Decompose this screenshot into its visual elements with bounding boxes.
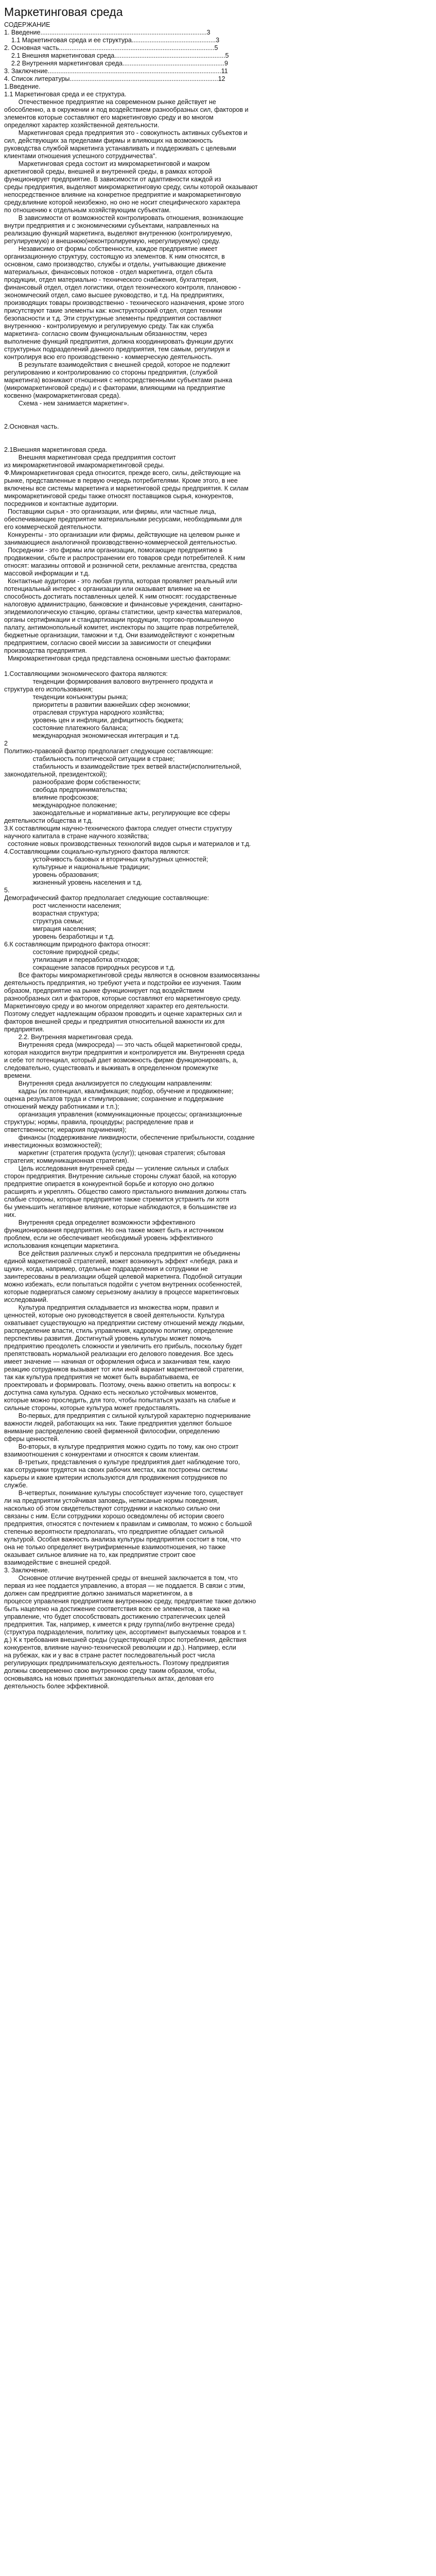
text-line: и себе тот потенциал, который дает возможность фирме функционировать, а,: [4, 1057, 238, 1064]
text-line: 4. Список литературы...................................................................................12: [4, 75, 225, 82]
text-line: сторон предприятия. Внутренние сильные стороны служат базой, на которую: [4, 1173, 237, 1180]
text-line: 3. Заключение.................................................................................................11: [4, 67, 228, 75]
text-line: маркетинга- согласно своим функциональным обязанностям, через: [4, 330, 207, 337]
text-line: она не только определяет внутрифирменные взаимоотношения, но также: [4, 1544, 226, 1551]
text-line: руководства службой маркетинга устанавливать и поддерживать с целевыми: [4, 145, 236, 152]
text-line: 1.Составляющими экономического фактора являются:: [4, 670, 168, 677]
text-line: которая находится внутри предприятия и контролируется им. Внутренняя среда: [4, 1049, 245, 1056]
text-line: включены все системы маркетинга и маркетинговой среды предприятия. К силам: [4, 485, 249, 492]
text-line: стабильность политической ситуации в стране;: [4, 755, 175, 762]
text-line: [4, 415, 432, 423]
text-line: Во-первых, для предприятия с сильной культурой характерно подчеркивание: [4, 1412, 251, 1419]
text-line: по отношению к отдельным хозяйствующим субъектам.: [4, 207, 171, 214]
text-line: миграция населения;: [4, 925, 97, 933]
text-line: (микромаркетинговой среды) и с факторами, влияющими на предприятие: [4, 384, 225, 392]
text-line: 4.Составляющими социально-культурного фактора являются:: [4, 848, 190, 855]
text-line: жизненный уровень населения и т.д.: [4, 879, 143, 886]
text-line: реакцию сотрудников вызывает тот или иной вариант маркетинговой стратегии,: [4, 1366, 244, 1373]
text-line: финансы (поддерживание ликвидности, обеспечение прибыльности, создание: [4, 1134, 255, 1141]
text-line: связаны с ним. Если сотрудники хорошо осведомлены об истории своего: [4, 1513, 224, 1520]
text-line: Микромаркетинговая среда представлена основными шестью факторами:: [4, 655, 231, 662]
text-line: Схема - нем занимается маркетинг».: [4, 400, 129, 407]
text-line: [4, 431, 432, 438]
text-line: 1. Введение.............................................................................................3: [4, 29, 211, 36]
text-line: В результате взаимодействия с внешней средой, которое не подлежит: [4, 361, 231, 368]
text-line: налоговую администрацию, банковские и финансовые учреждения, санитарно-: [4, 601, 243, 608]
text-line: деятельность предприятия, но требуют учета и подстройки ее изучения. Таким: [4, 979, 241, 987]
text-line: конкурентов, влияние научно-технической революции и др.). Например, если: [4, 1644, 236, 1651]
text-line: аркетинговой среды, внешней и внутренней среды, в рамках которой: [4, 168, 212, 175]
text-line: которые подвергаться самому серьезному анализу в процессе маркетинговых: [4, 1289, 239, 1296]
text-line: первая из нее поддается управлению, а вторая — не поддается. В связи с этим,: [4, 1582, 246, 1589]
text-line: них.: [4, 1211, 16, 1218]
text-line: 3. Заключение.: [4, 1567, 50, 1574]
text-line: присутствуют такие элементы как: конструкторский отдел, отдел техники: [4, 307, 222, 314]
text-line: основываясь на новых принятых законодательных актах, деловая его: [4, 1675, 214, 1682]
text-line: сокращение запасов природных ресурсов и т.д.: [4, 964, 176, 971]
text-line: влияние профсоюзов;: [4, 794, 99, 801]
text-line: стратегия; коммуникационная стратегия).: [4, 1157, 129, 1164]
text-line: взаимоотношения с конкурентами и относятся к своим клиентам.: [4, 1451, 200, 1458]
text-line: проблем, если не обеспечивает необходимый уровень эффективного: [4, 1234, 213, 1242]
text-line: структура семьи;: [4, 918, 84, 925]
text-line: контролируя всю его производственно - коммерческую деятельность.: [4, 353, 213, 361]
text-line: В-четвертых, понимание культуры способствует изучение того, существует: [4, 1489, 243, 1497]
text-line: Внутренняя среда (микросреда) — это часть общей маркетинговой среды,: [4, 1041, 242, 1048]
text-line: структура его использования;: [4, 686, 93, 693]
text-line: Все факторы микромаркетинговой среды являются в основном взаимосвязанны: [4, 972, 260, 979]
text-line: управление, что будет способствовать достижению стратегических целей: [4, 1613, 225, 1620]
text-line: 2.2. Внутренняя маркетинговая среда.: [4, 1033, 133, 1041]
text-line: уровень безработицы и т.д.: [4, 933, 115, 940]
text-line: предприятию преодолеть сложности и увеличить его прибыль, поскольку будет: [4, 1343, 242, 1350]
text-line: уровень цен и инфляции, дефицитность бюджета;: [4, 717, 184, 724]
text-line: следовательно, существовать и выживать в определенном промежутке: [4, 1064, 219, 1072]
text-line: образом, предприятие на рынке функционирует под воздействием: [4, 987, 204, 994]
text-line: 1.1 Маркетинговая среда и ее структура.: [4, 91, 127, 98]
text-line: расширять и укреплять. Общество самого пристального внимания должны стать: [4, 1188, 247, 1195]
text-line: микромаркетинговой среды также относят поставщиков сырья, конкурентов,: [4, 493, 234, 500]
text-line: организация управления (коммуникационные процессы; организационные: [4, 1111, 242, 1118]
text-line: 6.К составляющим природного фактора относят:: [4, 941, 150, 948]
text-line: утилизация и переработка отходов;: [4, 956, 140, 963]
text-line: возрастная структура;: [4, 910, 99, 917]
text-line: Маркетинговая среда предприятия это - совокупность активных субъектов и: [4, 129, 248, 137]
text-line: распределение власти, стиль управления, кадровую политику, определение: [4, 1327, 233, 1334]
text-line: [4, 438, 432, 446]
text-line: непосредственное влияние на конкретное предприятие и макромаркетинговую: [4, 191, 241, 198]
text-line: среды предприятия, выделяют микромаркетинговую среду, силы которой оказывают: [4, 183, 258, 191]
text-line: продвижении, сбыте и распространении его товаров среди потребителей. К ним: [4, 554, 246, 562]
text-line: организационную структуру, состоящую из элементов. К ним относятся, в: [4, 253, 225, 260]
text-line: деятельность более эффективной.: [4, 1683, 110, 1690]
text-line: косвенно (макромаркетинговая среда).: [4, 392, 121, 399]
text-line: потенциальный интерес к организации или оказывает влияние на ее: [4, 585, 211, 592]
text-line: 2.1Внешняя маркетинговая среда.: [4, 446, 108, 453]
text-line: [4, 663, 432, 670]
text-line: структуры; нормы, правила, процедуры; распределение прав и: [4, 1118, 194, 1126]
text-line: предприятием, согласно своей миссии за зависимости от специфики: [4, 639, 211, 647]
text-line: быть нацелено на достижение соответствия всех ее элементов, а также на: [4, 1605, 230, 1613]
text-line: Во-вторых, в культуре предприятия можно судить по тому, как оно строит: [4, 1443, 239, 1450]
text-line: 3.К составляющим научно-технического фактора следует отнести структуру: [4, 825, 232, 832]
text-line: занимающиеся аналогичной производственно-коммерческой деятельностью.: [4, 539, 237, 546]
text-line: Демографический фактор предполагает следующие составляющие:: [4, 894, 209, 902]
text-line: оценка результатов труда и стимулирование; сохранение и поддержание: [4, 1095, 224, 1103]
text-line: предприятия, относятся с почтением к правилам и символам, то можно с большой: [4, 1520, 252, 1528]
text-line: Маркетинговая среда состоит из микромаркетинговой и макром: [4, 160, 210, 167]
text-line: Внешняя маркетинговая среда предприятия состоит: [4, 454, 176, 461]
text-line: разнообразие форм собственности;: [4, 778, 141, 786]
text-line: заинтересованы в реализации общей целевой маркетинга. Подобной ситуации: [4, 1273, 242, 1280]
text-line: органы сертификации и стандартизации продукции, торгово-промышленную: [4, 616, 234, 623]
text-line: единой маркетинговой стратегией, может возникнуть эффект «лебедя, рака и: [4, 1258, 238, 1265]
text-line: палату, антимонопольный комитет, инспекторы по защите прав потребителей,: [4, 624, 239, 631]
text-line: 5.: [4, 887, 10, 894]
text-line: рынке, представленные в первую очередь потребителями. Кроме этого, в нее: [4, 477, 238, 484]
text-line: факторов внешней среды и предприятия относительной важности их для: [4, 1018, 225, 1025]
text-line: производства предприятия.: [4, 647, 87, 654]
text-line: [4, 408, 432, 415]
text-line: В зависимости от возможностей контролировать отношения, возникающие: [4, 214, 243, 222]
text-line: выполнение функций предприятия, должна координировать функции других: [4, 338, 234, 345]
text-line: сферы ценностей.: [4, 1435, 59, 1443]
text-line: массовой информации и т.д.: [4, 570, 90, 577]
text-line: на рубежах, как и у вас в стране растет последовательный рост числа: [4, 1652, 215, 1659]
text-line: состояние платежного баланса;: [4, 724, 128, 732]
text-line: Внутренняя среда анализируется по следующим направлениям:: [4, 1080, 213, 1087]
text-line: деятельности общества и т.д.: [4, 817, 93, 824]
text-line: экономический отдел, само высшее руководство, и т.д. На предприятиях,: [4, 292, 224, 299]
document-body: [4, 21, 432, 1690]
text-line: кадры (их потенциал, квалификация; подбор, обучение и продвижение;: [4, 1088, 234, 1095]
text-line: можно избежать, если попытаться подойти с учетом внутренних особенностей,: [4, 1281, 242, 1288]
text-line: ли на предприятии устойчивая заповедь, неписаные нормы поведения,: [4, 1497, 219, 1504]
text-line: свобода предпринимательства;: [4, 786, 128, 793]
text-line: 2.1 Внешняя маркетинговая среда..............................................................5: [4, 52, 229, 59]
text-line: функционирует предприятие. В зависимости от адаптивности каждой из: [4, 176, 221, 183]
text-line: материальных, финансовых потоков - отдел маркетинга, отдел сбыта: [4, 268, 213, 276]
text-line: службе.: [4, 1482, 28, 1489]
text-line: щуки», когда, например, отдельные подразделения и сотрудники не: [4, 1265, 208, 1273]
text-line: 1.1 Маркетинговая среда и ее структура...............................................3: [4, 37, 220, 44]
text-line: предприятия. Так, например, к имеется к ряду группа(либо внутренне среда): [4, 1621, 235, 1628]
text-line: состояние природной среды;: [4, 948, 120, 956]
text-line: времени.: [4, 1072, 32, 1079]
text-line: препятствовать нормальной реализации его делового поведения. Все здесь: [4, 1350, 234, 1358]
text-line: среду,влияние которой неизбежно, но оно не носит специфического характера: [4, 199, 240, 206]
text-line: безопасности и т.д. Эти структурные элементы предприятия составляют: [4, 315, 222, 322]
text-line: Цель исследования внутренней среды — усиление сильных и слабых: [4, 1165, 229, 1172]
text-line: Политико-правовой фактор предполагает следующие составляющие:: [4, 748, 214, 755]
text-line: тенденции конъюнктуры рынка;: [4, 693, 128, 701]
text-line: регулируемую) и внешнюю(неконтролируемую, нерегулируемую) среду.: [4, 238, 220, 245]
text-line: д.) К к требования внешней среды (существующей спрос потребления, действия: [4, 1636, 247, 1643]
text-line: финансовый отдел, отдел логистики, отдел технического контроля, плановою -: [4, 284, 241, 291]
text-line: международное положение;: [4, 802, 117, 809]
text-line: Ф.Микромаркетинговая среда относится, прежде всего, силы, действующие на: [4, 469, 241, 477]
text-line: слабые стороны, которые предприятие также стремится устранить ли хотя: [4, 1196, 230, 1203]
text-line: эпидемиологическую станцию, органы статистики, центр качества материалов,: [4, 608, 242, 616]
text-line: Маркетинговую среду и во многом определяют характер его деятельности.: [4, 1003, 229, 1010]
text-line: охватывает существующую на предприятии систему отношений между людьми,: [4, 1319, 245, 1327]
text-line: клиентами отношения успешного сотрудничества".: [4, 152, 157, 160]
text-line: обеспечивающие предприятие материальными ресурсами, необходимыми для: [4, 516, 242, 523]
text-line: карьеры и какие критерии используются для продвижения сотрудников по: [4, 1474, 227, 1481]
text-line: уровень образования;: [4, 871, 99, 878]
text-line: степенью вероятности предполагать, что предприятие обладает сильной: [4, 1528, 224, 1535]
text-line: состояние новых производственных технологий видов сырья и материалов и т.д.: [4, 840, 251, 848]
text-line: Независимо от формы собственности, каждое предприятие имеет: [4, 245, 218, 252]
text-line: Внутренняя среда определяет возможности эффективного: [4, 1219, 196, 1226]
text-line: устойчивость базовых и вторичных культурных ценностей;: [4, 856, 208, 863]
text-line: маркетинг (стратегия продукта (услуг)); ценовая стратегия; сбытовая: [4, 1149, 225, 1157]
text-line: использования концепции маркетинга.: [4, 1242, 120, 1249]
text-line: отношений между работниками и т.п.);: [4, 1103, 119, 1110]
text-line: предприятие опирается в конкурентной борьбе и которую оно должно: [4, 1180, 214, 1188]
text-line: важности людей, работающих на них. Такие предприятия уделяют большое: [4, 1420, 232, 1427]
text-line: предприятия.: [4, 1026, 45, 1033]
text-line: 2.2 Внутренняя маркетинговая среда.........................................................9: [4, 60, 228, 67]
text-line: 2.Основная часть.: [4, 423, 59, 430]
text-line: оказывает сильное влияние на то, как предприятие строит свое: [4, 1551, 196, 1558]
text-line: определяют характер хозяйственной деятельности.: [4, 122, 160, 129]
text-line: ответственности; иерархия подчинения);: [4, 1126, 127, 1133]
text-line: Отечественное предприятие на современном рынке действует не: [4, 98, 216, 106]
text-line: Посредники - это фирмы или организации, помогающие предприятию в: [4, 547, 223, 554]
text-line: взаимодействие с внешней средой.: [4, 1559, 111, 1566]
text-line: внутри предприятия и с экономическими субъектами, направленных на: [4, 222, 219, 229]
text-line: Поэтому следует надлежащим образом проводить и оценке характерных сил и: [4, 1010, 242, 1018]
text-line: Основное отличие внутренней среды от внешней заключается в том, что: [4, 1574, 238, 1582]
text-line: законодательной, президентской);: [4, 771, 107, 778]
page-title: Маркетинговая среда: [4, 5, 123, 19]
text-line: Культура предприятия складывается из множества норм, правил и: [4, 1304, 219, 1311]
text-line: внутреннюю - контролируемую и регулируемую среду. Так как служба: [4, 323, 214, 330]
text-line: В-третьих, представления о культуре предприятия дает наблюдение того,: [4, 1459, 240, 1466]
text-line: рост численности населения;: [4, 902, 121, 909]
text-line: доступна сама культура. Однако есть несколько устойчивых моментов,: [4, 1389, 218, 1396]
text-line: как сотрудники трудятся на своих рабочих местах, как построены системы: [4, 1466, 228, 1473]
text-line: должен сам предприятие должно заниматься маркетингом, а в: [4, 1590, 193, 1597]
text-line: бюджетные организации, таможни и т.д. Они взаимодействуют с конкретным: [4, 632, 235, 639]
text-line: Все действия различных служб и персонала предприятия не объединены: [4, 1250, 240, 1257]
text-line: производящих товары производственно - технического назначения, кроме этого: [4, 299, 244, 307]
text-line: продукции, отдел материально - технического снабжения, бухгалтерия,: [4, 276, 218, 283]
text-line: приоритеты в развитии важнейших сфер экономики;: [4, 701, 190, 708]
text-line: исследований.: [4, 1296, 48, 1303]
text-line: его коммерческой деятельности.: [4, 523, 102, 531]
text-line: сил, действующих за пределами фирмы и влияющих на возможность: [4, 137, 213, 144]
text-line: обособленно, а в окружении и под воздействием разнообразных сил, факторов и: [4, 106, 249, 113]
text-line: структурных подразделений данного предприятия, тем самым, регулируя и: [4, 346, 230, 353]
text-line: насколько об этом свидетельствуют сотрудники и насколько сильно они: [4, 1505, 220, 1512]
text-line: должны своевременно свою внутреннюю среду таким образом, чтобы,: [4, 1667, 217, 1674]
text-line: Поставщики сырья - это организации, или фирмы, или частные лица,: [4, 508, 216, 515]
text-line: относят: магазины оптовой и розничной сети, рекламные агентства, средства: [4, 562, 237, 569]
text-line: 1.Введение.: [4, 83, 41, 90]
text-line: функционирования предприятия. Но она также может быть и источником: [4, 1227, 224, 1234]
text-line: культурой. Особая важность анализа культуры предприятия состоит в том, что: [4, 1536, 241, 1543]
text-line: научного капитала в стране научного хозяйства;: [4, 833, 149, 840]
text-line: так как культура предприятия не может быть вырабатываема, ее: [4, 1374, 199, 1381]
text-line: 2. Основная часть.......................................................................................5: [4, 44, 218, 52]
text-line: разнообразных сил и факторов, которые составляют его маркетинговую среду.: [4, 995, 241, 1002]
text-line: которые можно проследить, для того, чтобы попытаться указать на слабые и: [4, 1397, 236, 1404]
text-line: из микромаркетинговой имакромаркетинговой среды.: [4, 462, 165, 469]
text-line: процессе управления предприятием внутреннюю среду, предприятие также должно: [4, 1598, 256, 1605]
text-line: международная экономическая интеграция и т.д.: [4, 732, 180, 739]
text-line: тенденции формирования валового внутреннего продукта и: [4, 678, 213, 685]
text-line: реализацию функций маркетинга, выделяют внутреннюю (контролируемую,: [4, 230, 232, 237]
text-line: основном, само производство, службы и отделы, учитывающие движение: [4, 261, 226, 268]
text-line: стабильность и взаимодействие трех ветвей власти(исполнительной,: [4, 763, 241, 770]
text-line: Конкуренты - это организации или фирмы, действующие на целевом рынке и: [4, 531, 240, 538]
text-line: проектировать и формировать. Поэтому, очень важно ответить на вопросы: к: [4, 1381, 236, 1388]
text-line: посредников и контактные аудитории.: [4, 500, 118, 507]
text-line: маркетинга) возникают отношения с непосредственными субъектами рынка: [4, 377, 233, 384]
text-line: имеет значение — начиная от оформления офиса и заканчивая тем, какую: [4, 1358, 231, 1365]
text-line: отраслевая структура народного хозяйства;: [4, 709, 164, 716]
text-line: инвестиционных возможностей);: [4, 1142, 102, 1149]
text-line: (структура подразделения, политику цен, ассортимент выпускаемых товаров и т.: [4, 1629, 247, 1636]
text-line: регулирующих предпринимательскую деятельность. Поэтому предприятия: [4, 1659, 229, 1667]
text-line: сильные стороны, которые культура может предоставлять.: [4, 1404, 181, 1412]
text-line: способность достигать поставленных целей. К ним относят: государственные: [4, 593, 237, 600]
text-line: перспективы развития. Достигнутый уровень культуры может помочь: [4, 1335, 212, 1342]
text-line: элементов которые составляют его маркетинговую среду и во многом: [4, 114, 214, 121]
text-line: культурные и национальные традиции;: [4, 863, 150, 871]
text-line: бы уменьшить негативное влияние, которые наблюдаются, в большинстве из: [4, 1204, 237, 1211]
text-line: законодательные и нормативные акты, регулирующие все сферы: [4, 809, 230, 817]
text-line: ценностей, которые оно руководствуется в своей деятельности. Культура: [4, 1312, 224, 1319]
text-line: 2: [4, 740, 8, 747]
text-line: СОДЕРЖАНИЕ: [4, 21, 50, 28]
text-line: регулированию и контролированию со стороны предприятия, (службой: [4, 369, 218, 376]
text-line: внимание распределению своей фирменной философии, определению: [4, 1428, 220, 1435]
text-line: Контактные аудитории - это любая группа, которая проявляет реальный или: [4, 578, 237, 585]
